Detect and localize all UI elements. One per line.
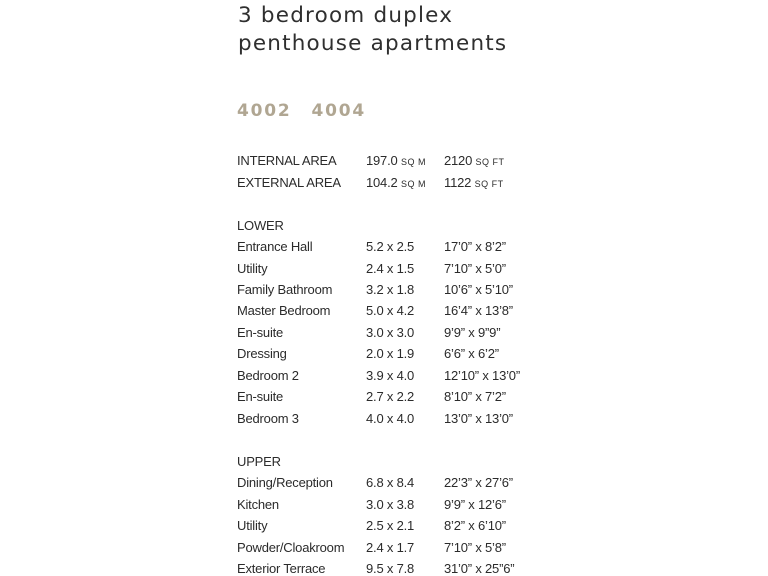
room-imperial: 10’6” x 5’10” <box>444 282 513 297</box>
room-row <box>0 475 768 493</box>
room-name: Bedroom 3 <box>237 411 299 426</box>
room-imperial: 6’6” x 6’2” <box>444 346 499 361</box>
room-metric: 2.0 x 1.9 <box>366 346 415 361</box>
room-metric: 2.5 x 2.1 <box>366 518 415 533</box>
area-row-internal <box>0 153 768 171</box>
room-row <box>0 239 768 257</box>
room-row <box>0 497 768 515</box>
room-row <box>0 303 768 321</box>
unit-number: 4004 <box>311 101 367 121</box>
room-imperial: 12’10” x 13’0” <box>444 368 520 383</box>
room-imperial: 31’0” x 25”6” <box>444 561 515 576</box>
room-imperial: 22’3” x 27’6” <box>444 475 513 490</box>
area-sqm: 197.0 SQ M <box>366 153 426 168</box>
room-row <box>0 389 768 407</box>
room-name: Exterior Terrace <box>237 561 326 576</box>
room-name: Master Bedroom <box>237 303 331 318</box>
room-imperial: 9’9” x 9”9” <box>444 325 501 340</box>
page-title-line-1: 3 bedroom duplex <box>238 3 454 28</box>
room-metric: 9.5 x 7.8 <box>366 561 415 576</box>
room-row <box>0 518 768 536</box>
room-metric: 5.0 x 4.2 <box>366 303 415 318</box>
room-metric: 3.0 x 3.8 <box>366 497 415 512</box>
room-name: En-suite <box>237 389 284 404</box>
room-name: Utility <box>237 518 268 533</box>
room-row <box>0 561 768 576</box>
room-name: Powder/Cloakroom <box>237 540 345 555</box>
area-label: EXTERNAL AREA <box>237 175 341 190</box>
room-row <box>0 282 768 300</box>
room-metric: 5.2 x 2.5 <box>366 239 415 254</box>
room-imperial: 17’0” x 8’2” <box>444 239 506 254</box>
page-title-line-2: penthouse apartments <box>238 31 508 56</box>
section-heading-lower: LOWER <box>237 218 284 233</box>
room-imperial: 16’4” x 13’8” <box>444 303 513 318</box>
room-metric: 6.8 x 8.4 <box>366 475 415 490</box>
room-row <box>0 325 768 343</box>
room-row <box>0 346 768 364</box>
room-metric: 2.4 x 1.7 <box>366 540 415 555</box>
room-name: En-suite <box>237 325 284 340</box>
room-name: Utility <box>237 261 268 276</box>
room-imperial: 9’9” x 12’6” <box>444 497 506 512</box>
room-imperial: 7’10” x 5’0” <box>444 261 506 276</box>
room-row <box>0 540 768 558</box>
room-name: Dining/Reception <box>237 475 333 490</box>
room-row <box>0 411 768 429</box>
room-imperial: 8’2” x 6’10” <box>444 518 506 533</box>
room-metric: 3.9 x 4.0 <box>366 368 415 383</box>
room-imperial: 7’10” x 5’8” <box>444 540 506 555</box>
area-sqft: 1122 SQ FT <box>444 175 504 190</box>
unit-numbers <box>237 101 366 121</box>
room-name: Dressing <box>237 346 287 361</box>
room-row <box>0 368 768 386</box>
area-label: INTERNAL AREA <box>237 153 337 168</box>
section-heading-upper: UPPER <box>237 454 281 469</box>
area-row-external <box>0 175 768 193</box>
room-name: Entrance Hall <box>237 239 313 254</box>
room-imperial: 8’10” x 7’2” <box>444 389 506 404</box>
room-imperial: 13’0” x 13’0” <box>444 411 513 426</box>
room-name: Kitchen <box>237 497 279 512</box>
room-metric: 2.4 x 1.5 <box>366 261 415 276</box>
unit-number: 4002 <box>237 101 292 121</box>
room-metric: 3.0 x 3.0 <box>366 325 415 340</box>
area-sqft: 2120 SQ FT <box>444 153 505 168</box>
room-row <box>0 261 768 279</box>
room-metric: 4.0 x 4.0 <box>366 411 415 426</box>
room-metric: 2.7 x 2.2 <box>366 389 415 404</box>
area-sqm: 104.2 SQ M <box>366 175 426 190</box>
room-name: Bedroom 2 <box>237 368 299 383</box>
room-metric: 3.2 x 1.8 <box>366 282 415 297</box>
room-name: Family Bathroom <box>237 282 333 297</box>
